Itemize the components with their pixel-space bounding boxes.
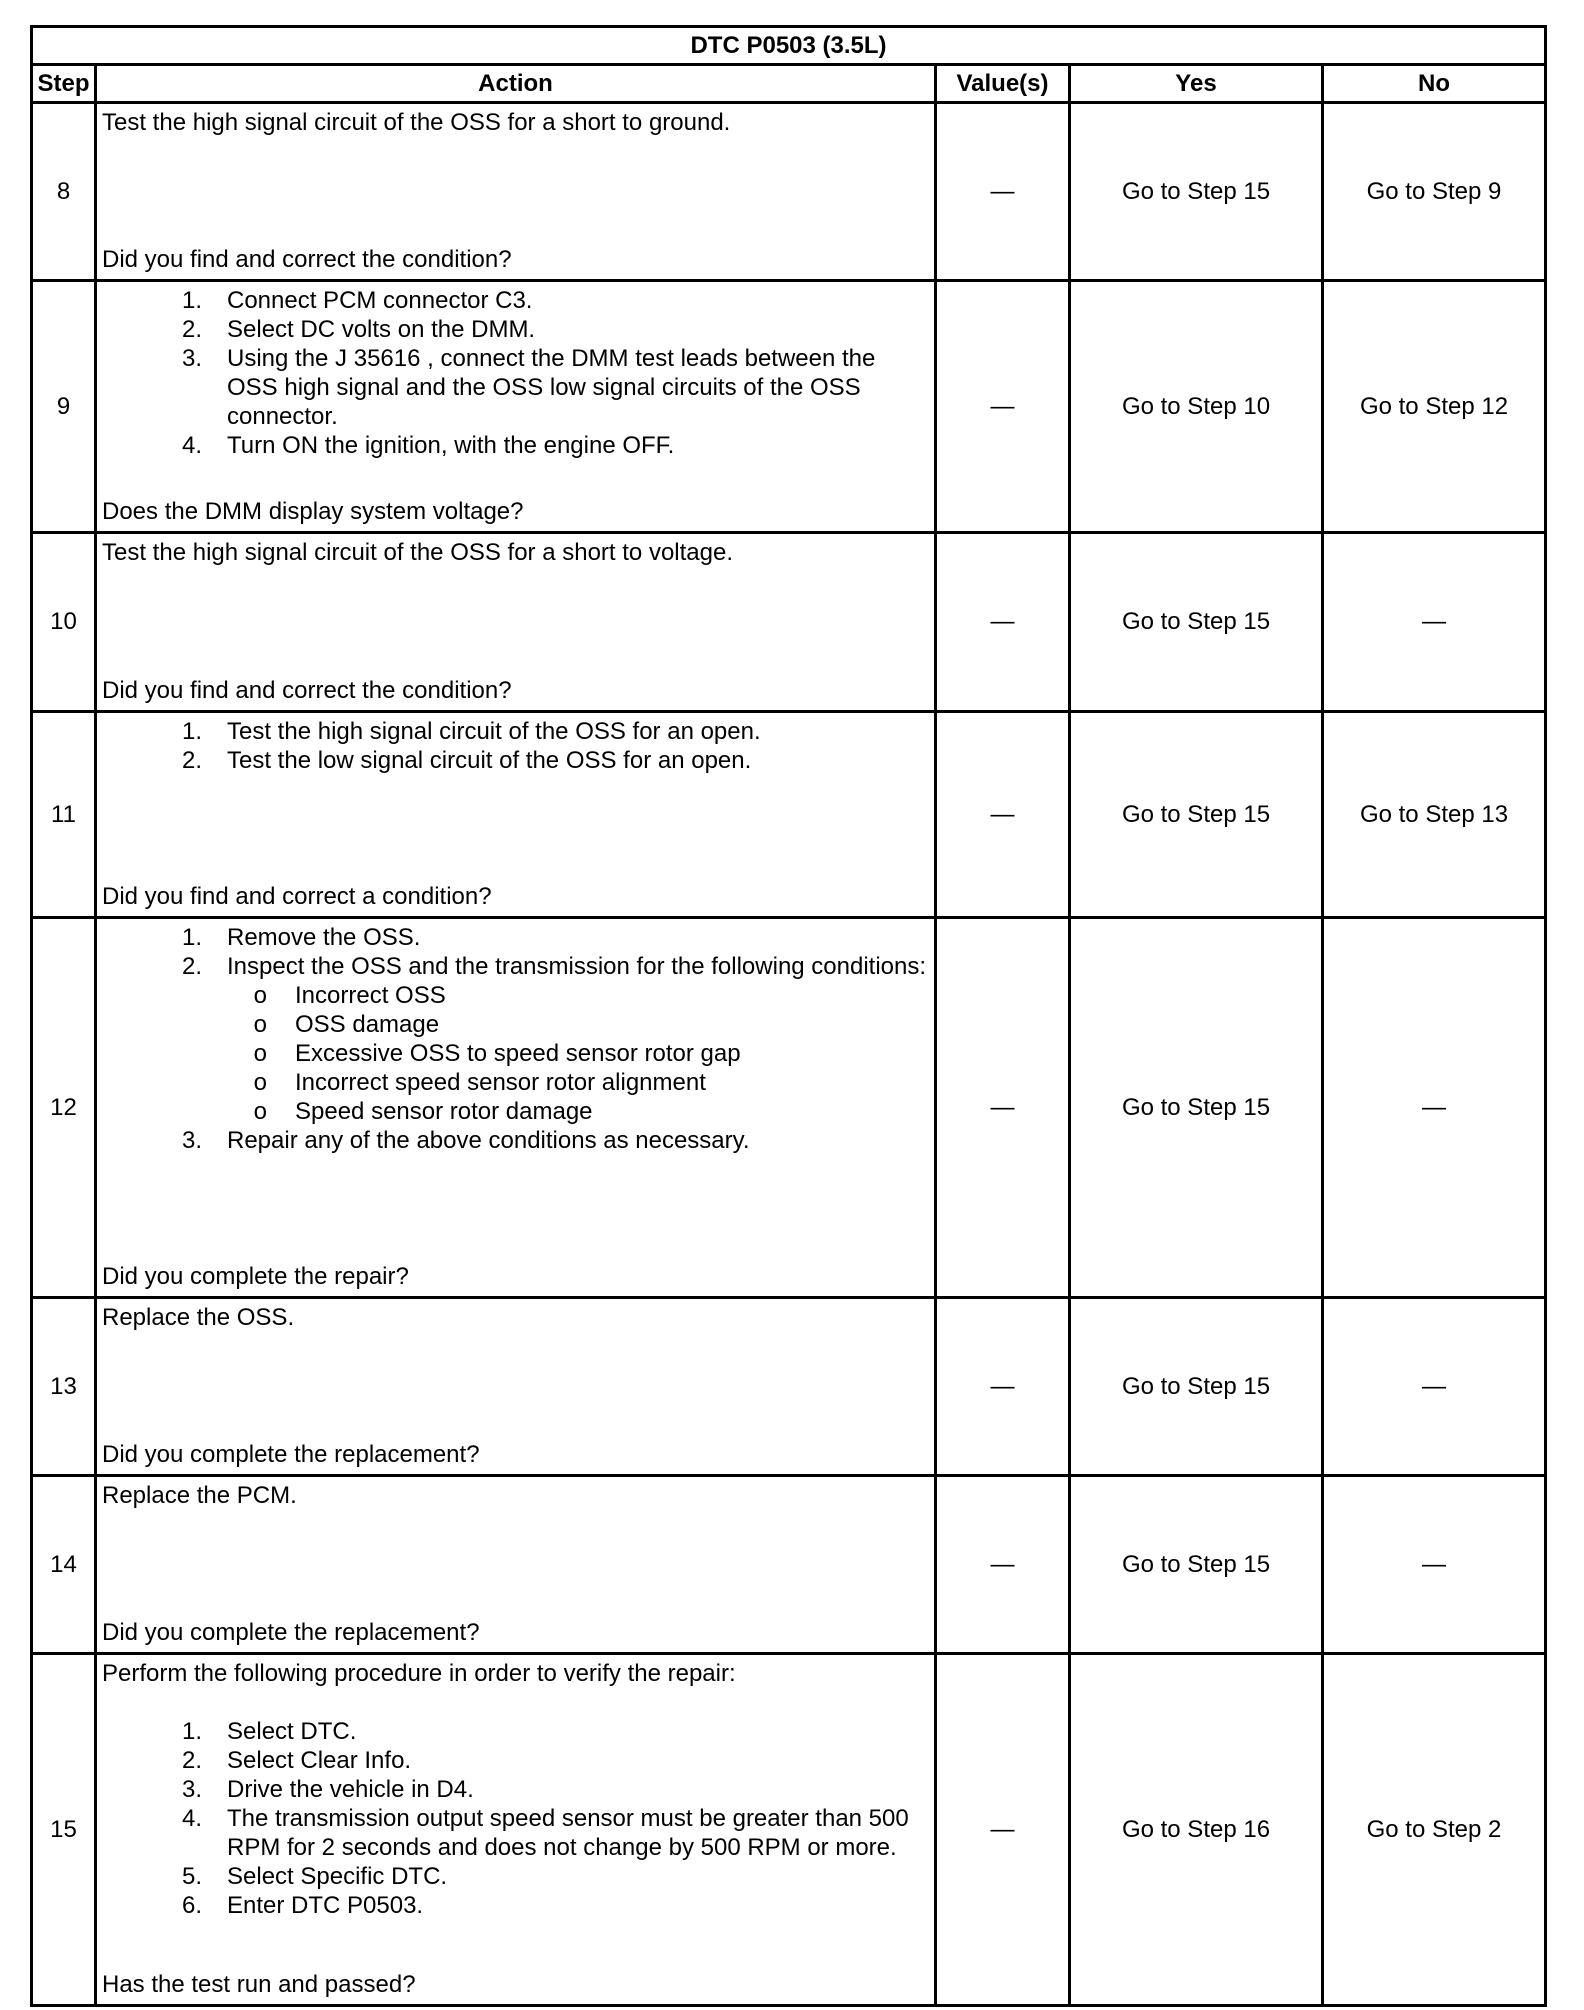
procedure-item-number: 1. <box>181 1717 202 1745</box>
yes-cell: Go to Step 15 <box>1070 533 1323 712</box>
value-cell: — <box>936 1654 1070 2006</box>
dtc-table <box>30 25 1547 2007</box>
action-intro: Replace the PCM. <box>102 1481 297 1509</box>
no-cell: — <box>1323 533 1546 712</box>
bullet-icon: o <box>253 1097 267 1125</box>
header-step: Step <box>32 65 96 103</box>
procedure-item-number: 5. <box>181 1862 202 1890</box>
procedure-item <box>102 315 930 344</box>
value-cell: — <box>936 918 1070 1298</box>
procedure-item-number: 4. <box>181 1804 202 1832</box>
step-number: 8 <box>32 103 96 281</box>
condition-item <box>102 1097 741 1126</box>
action-cell <box>96 918 936 1298</box>
action-intro: Perform the following procedure in order to verify the repair: <box>102 1659 736 1687</box>
action-question: Has the test run and passed? <box>102 1970 416 1998</box>
procedure-item <box>102 1891 930 1920</box>
action-cell <box>96 533 936 712</box>
yes-cell: Go to Step 15 <box>1070 1476 1323 1654</box>
step-number: 9 <box>32 281 96 533</box>
procedure-item-number: 1. <box>181 717 202 745</box>
procedure-item-text: Select DTC. <box>227 1717 357 1745</box>
procedure-item-number: 2. <box>181 746 202 774</box>
step-number: 12 <box>32 918 96 1298</box>
yes-cell: Go to Step 15 <box>1070 1298 1323 1476</box>
procedure-item <box>102 1746 930 1775</box>
value-cell: — <box>936 1476 1070 1654</box>
action-cell <box>96 1654 936 2006</box>
action-question: Did you find and correct the condition? <box>102 676 512 704</box>
procedure-item-number: 6. <box>181 1891 202 1919</box>
yes-cell: Go to Step 16 <box>1070 1654 1323 2006</box>
action-question: Did you complete the repair? <box>102 1262 409 1290</box>
procedure-list <box>102 923 930 1155</box>
procedure-item <box>102 431 930 460</box>
no-cell: — <box>1323 1476 1546 1654</box>
procedure-item-text: Drive the vehicle in D4. <box>227 1775 474 1803</box>
bullet-icon: o <box>253 981 267 1009</box>
procedure-item <box>102 286 930 315</box>
action-cell <box>96 1476 936 1654</box>
procedure-item-text: Turn ON the ignition, with the engine OFF. <box>227 431 675 459</box>
action-intro: Test the high signal circuit of the OSS for a short to voltage. <box>102 538 733 566</box>
procedure-item <box>102 746 930 775</box>
no-cell: — <box>1323 1298 1546 1476</box>
step-number: 15 <box>32 1654 96 2006</box>
no-cell: Go to Step 13 <box>1323 712 1546 918</box>
yes-cell: Go to Step 15 <box>1070 918 1323 1298</box>
condition-text: OSS damage <box>295 1010 440 1038</box>
procedure-item-number: 2. <box>181 952 202 980</box>
action-cell <box>96 281 936 533</box>
value-cell: — <box>936 281 1070 533</box>
step-number: 13 <box>32 1298 96 1476</box>
condition-text: Speed sensor rotor damage <box>295 1097 593 1125</box>
procedure-item <box>102 1804 930 1862</box>
procedure-item-number: 2. <box>181 315 202 343</box>
procedure-list <box>102 286 930 460</box>
yes-cell: Go to Step 15 <box>1070 103 1323 281</box>
condition-list <box>102 981 741 1126</box>
procedure-item-text: Remove the OSS. <box>227 923 421 951</box>
action-question: Did you find and correct a condition? <box>102 882 492 910</box>
procedure-item-text: Inspect the OSS and the transmission for the following conditions: <box>227 952 927 980</box>
condition-item <box>102 1039 741 1068</box>
procedure-list <box>102 717 930 775</box>
table-row <box>32 281 1546 533</box>
value-cell: — <box>936 1298 1070 1476</box>
procedure-item-text: Select Specific DTC. <box>227 1862 448 1890</box>
no-cell: — <box>1323 918 1546 1298</box>
procedure-item-text: Test the low signal circuit of the OSS for an open. <box>227 746 752 774</box>
procedure-item-text: Using the J 35616 , connect the DMM test leads between the OSS high signal and the OSS low signal circuits of the OSS connector. <box>227 344 876 430</box>
table-row <box>32 1654 1546 2006</box>
yes-cell: Go to Step 15 <box>1070 712 1323 918</box>
step-number: 11 <box>32 712 96 918</box>
procedure-item <box>102 952 930 981</box>
table-row <box>32 533 1546 712</box>
value-cell: — <box>936 533 1070 712</box>
table-title: DTC P0503 (3.5L) <box>32 27 1546 65</box>
value-cell: — <box>936 712 1070 918</box>
action-cell <box>96 103 936 281</box>
procedure-item-number: 3. <box>181 1126 202 1154</box>
action-question: Did you find and correct the condition? <box>102 245 512 273</box>
no-cell: Go to Step 2 <box>1323 1654 1546 2006</box>
procedure-item <box>102 923 930 952</box>
action-cell <box>96 712 936 918</box>
condition-item <box>102 981 741 1010</box>
action-intro: Test the high signal circuit of the OSS for a short to ground. <box>102 108 731 136</box>
bullet-icon: o <box>253 1010 267 1038</box>
table-row <box>32 1298 1546 1476</box>
procedure-item-number: 2. <box>181 1746 202 1774</box>
value-cell: — <box>936 103 1070 281</box>
yes-cell: Go to Step 10 <box>1070 281 1323 533</box>
procedure-item <box>102 1862 930 1891</box>
condition-item <box>102 1068 741 1097</box>
procedure-item <box>102 1775 930 1804</box>
condition-text: Incorrect OSS <box>295 981 446 1009</box>
sub-list-container <box>102 981 930 1126</box>
procedure-item-text: Select Clear Info. <box>227 1746 412 1774</box>
procedure-item <box>102 1126 930 1155</box>
procedure-item-number: 1. <box>181 286 202 314</box>
procedure-item-text: The transmission output speed sensor must be greater than 500 RPM for 2 seconds and does not change by 500 RPM or more. <box>227 1804 909 1861</box>
procedure-item-number: 4. <box>181 431 202 459</box>
action-question: Does the DMM display system voltage? <box>102 497 524 525</box>
header-yes: Yes <box>1070 65 1323 103</box>
title-row <box>32 27 1546 65</box>
action-question: Did you complete the replacement? <box>102 1618 480 1646</box>
procedure-item <box>102 344 930 431</box>
condition-item <box>102 1010 741 1039</box>
bullet-icon: o <box>253 1068 267 1096</box>
condition-text: Incorrect speed sensor rotor alignment <box>295 1068 706 1096</box>
table-row <box>32 712 1546 918</box>
no-cell: Go to Step 9 <box>1323 103 1546 281</box>
procedure-item-text: Connect PCM connector C3. <box>227 286 533 314</box>
table-row <box>32 103 1546 281</box>
procedure-item-number: 3. <box>181 344 202 372</box>
table-row <box>32 1476 1546 1654</box>
procedure-item-text: Test the high signal circuit of the OSS for an open. <box>227 717 761 745</box>
header-row <box>32 65 1546 103</box>
condition-text: Excessive OSS to speed sensor rotor gap <box>295 1039 741 1067</box>
bullet-icon: o <box>253 1039 267 1067</box>
action-question: Did you complete the replacement? <box>102 1440 480 1468</box>
procedure-item-text: Repair any of the above conditions as necessary. <box>227 1126 750 1154</box>
procedure-item <box>102 717 930 746</box>
action-intro: Replace the OSS. <box>102 1303 295 1331</box>
procedure-item <box>102 1717 930 1746</box>
procedure-item-number: 3. <box>181 1775 202 1803</box>
header-no: No <box>1323 65 1546 103</box>
procedure-item-text: Select DC volts on the DMM. <box>227 315 536 343</box>
step-number: 14 <box>32 1476 96 1654</box>
procedure-list <box>102 1717 930 1920</box>
procedure-item-text: Enter DTC P0503. <box>227 1891 424 1919</box>
procedure-item-number: 1. <box>181 923 202 951</box>
header-values: Value(s) <box>936 65 1070 103</box>
header-action: Action <box>96 65 936 103</box>
action-cell <box>96 1298 936 1476</box>
table-row <box>32 918 1546 1298</box>
no-cell: Go to Step 12 <box>1323 281 1546 533</box>
step-number: 10 <box>32 533 96 712</box>
